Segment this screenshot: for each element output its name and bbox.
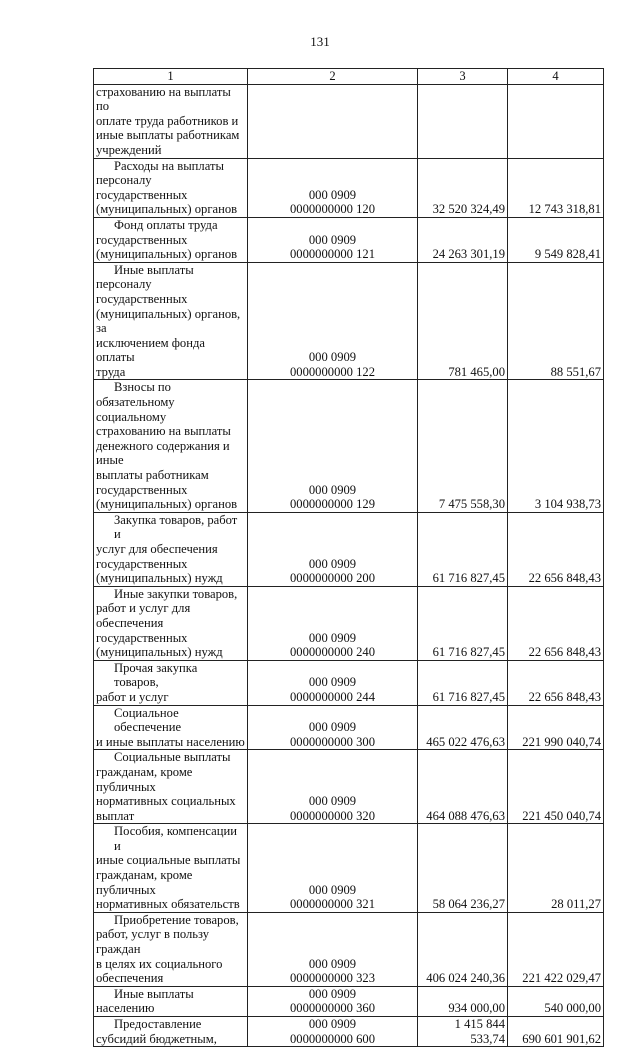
row-name-cell: [94, 1017, 248, 1047]
cell-line: государственных: [96, 232, 188, 247]
row-name-cell: [94, 217, 248, 262]
row-value-col3: [418, 705, 508, 750]
table-row: [94, 660, 604, 705]
row-code-cell: [248, 660, 418, 705]
row-value-col3: [418, 84, 508, 158]
cell-line: 934 000,00: [448, 1001, 505, 1016]
cell-line: 32 520 324,49: [432, 202, 505, 217]
cell-line: обязательному социальному: [96, 395, 175, 424]
row-value-col4: [508, 380, 604, 512]
cell-line: Расходы на выплаты: [114, 158, 224, 173]
cell-line: работ, услуг в пользу граждан: [96, 927, 210, 957]
cell-line: работ и услуг: [96, 689, 169, 704]
cell-line: 0000000000 600: [289, 1031, 375, 1046]
header-col-1: 1: [94, 69, 248, 85]
row-value-col4: [508, 660, 604, 705]
cell-line: 000 0909: [308, 956, 357, 971]
cell-line: 406 024 240,36: [426, 971, 505, 986]
cell-line: Иные выплаты: [114, 986, 194, 1001]
row-name-cell: [94, 705, 248, 750]
cell-line: 0000000000 360: [289, 1001, 375, 1016]
cell-line: 1 415 844: [454, 1017, 505, 1031]
cell-line: (муниципальных) органов: [96, 247, 238, 262]
cell-line: Закупка товаров, работ и: [114, 512, 238, 542]
cell-line: 22 656 848,43: [528, 689, 601, 704]
row-value-col3: [418, 824, 508, 913]
cell-line: оплате труда работников и: [96, 113, 239, 128]
header-col-4: 4: [508, 69, 604, 85]
cell-line: государственных: [96, 556, 188, 571]
row-value-col4: [508, 750, 604, 824]
row-name-cell: [94, 512, 248, 586]
row-name-cell: [94, 586, 248, 660]
row-value-col4: [508, 158, 604, 217]
cell-line: 000 0909: [308, 675, 357, 690]
row-name-cell: [94, 660, 248, 705]
table-row: [94, 986, 604, 1016]
cell-line: (муниципальных) органов, за: [96, 306, 241, 336]
row-value-col4: [508, 512, 604, 586]
cell-line: учреждений: [96, 142, 162, 157]
header-col-2: 2: [248, 69, 418, 85]
row-code-cell: [248, 586, 418, 660]
cell-line: 533,74: [470, 1031, 505, 1046]
cell-line: 22 656 848,43: [528, 645, 601, 660]
cell-line: 24 263 301,19: [432, 247, 505, 262]
cell-line: 0000000000 323: [289, 971, 375, 986]
row-name-cell: [94, 262, 248, 380]
row-value-col3: [418, 750, 508, 824]
row-value-col3: [418, 660, 508, 705]
cell-line: 0000000000 121: [289, 247, 375, 262]
row-value-col3: [418, 512, 508, 586]
row-name-cell: [94, 84, 248, 158]
cell-line: 7 475 558,30: [438, 497, 505, 512]
cell-line: 0000000000 320: [289, 808, 375, 823]
table-row: [94, 512, 604, 586]
page-number: 131: [310, 34, 330, 49]
row-value-col3: [418, 217, 508, 262]
cell-line: 000 0909: [308, 720, 357, 735]
table-row: [94, 912, 604, 986]
cell-line: (муниципальных) органов: [96, 497, 238, 512]
cell-line: 465 022 476,63: [426, 734, 505, 749]
cell-line: (муниципальных) органов: [96, 202, 238, 217]
cell-line: 3 104 938,73: [534, 497, 601, 512]
cell-line: 0000000000 129: [289, 497, 375, 512]
cell-line: 58 064 236,27: [432, 897, 505, 912]
cell-line: Приобретение товаров,: [114, 912, 239, 927]
cell-line: Пособия, компенсации и: [114, 824, 237, 853]
budget-table: [93, 68, 604, 1047]
cell-line: 9 549 828,41: [534, 247, 601, 262]
cell-line: 22 656 848,43: [528, 571, 601, 586]
cell-line: 000 0909: [308, 187, 357, 202]
cell-line: 000 0909: [308, 350, 357, 365]
cell-line: персоналу государственных: [96, 173, 188, 202]
cell-line: Иные выплаты: [114, 262, 194, 277]
table-row: [94, 158, 604, 217]
cell-line: 540 000,00: [544, 1001, 601, 1016]
cell-line: услуг для обеспечения: [96, 542, 218, 556]
cell-line: 781 465,00: [448, 364, 505, 379]
row-code-cell: [248, 824, 418, 913]
table-header-row: [94, 69, 604, 85]
row-code-cell: [248, 705, 418, 750]
cell-line: 12 743 318,81: [528, 202, 601, 217]
row-code-cell: [248, 750, 418, 824]
cell-line: Прочая закупка товаров,: [114, 660, 198, 690]
cell-line: субсидий бюджетным,: [96, 1031, 217, 1046]
cell-line: государственных: [96, 630, 188, 645]
cell-line: 0000000000 244: [289, 689, 375, 704]
cell-line: Иные закупки товаров,: [114, 586, 238, 601]
cell-line: выплат: [96, 808, 135, 823]
cell-line: Взносы по: [114, 380, 171, 395]
cell-line: 0000000000 200: [289, 571, 375, 586]
row-code-cell: [248, 158, 418, 217]
row-value-col3: [418, 586, 508, 660]
table-row: [94, 1017, 604, 1047]
row-value-col4: [508, 1017, 604, 1047]
cell-line: 28 011,27: [551, 897, 601, 912]
row-name-cell: [94, 912, 248, 986]
table-row: [94, 262, 604, 380]
cell-line: 61 716 827,45: [432, 689, 505, 704]
row-code-cell: [248, 986, 418, 1016]
header-col-3: 3: [418, 69, 508, 85]
row-value-col3: [418, 1017, 508, 1047]
cell-line: и иные выплаты населению: [96, 734, 245, 749]
table-row: [94, 705, 604, 750]
row-name-cell: [94, 380, 248, 512]
row-name-cell: [94, 824, 248, 913]
row-code-cell: [248, 512, 418, 586]
cell-line: персоналу государственных: [96, 277, 188, 306]
cell-line: (муниципальных) нужд: [96, 645, 223, 660]
cell-line: 464 088 476,63: [426, 808, 505, 823]
row-value-col4: [508, 824, 604, 913]
cell-line: гражданам, кроме публичных: [96, 868, 193, 897]
row-value-col4: [508, 912, 604, 986]
cell-line: 000 0909: [308, 482, 357, 497]
row-name-cell: [94, 750, 248, 824]
cell-line: страхованию на выплаты: [96, 424, 231, 439]
row-value-col3: [418, 158, 508, 217]
cell-line: выплаты работникам: [96, 468, 209, 483]
row-code-cell: [248, 912, 418, 986]
cell-line: 000 0909: [308, 1017, 357, 1031]
cell-line: иные социальные выплаты: [96, 853, 241, 868]
cell-line: 0000000000 300: [289, 734, 375, 749]
cell-line: (муниципальных) нужд: [96, 571, 223, 586]
row-code-cell: [248, 1017, 418, 1047]
row-value-col4: [508, 586, 604, 660]
table-row: [94, 750, 604, 824]
cell-line: Предоставление: [114, 1017, 202, 1031]
row-value-col4: [508, 262, 604, 380]
row-value-col3: [418, 262, 508, 380]
cell-line: 61 716 827,45: [432, 645, 505, 660]
cell-line: 000 0909: [308, 986, 357, 1001]
row-code-cell: [248, 84, 418, 158]
cell-line: 000 0909: [308, 232, 357, 247]
cell-line: 0000000000 122: [289, 364, 375, 379]
cell-line: 000 0909: [308, 630, 357, 645]
cell-line: работ и услуг для обеспечения: [96, 601, 191, 630]
table-row: [94, 824, 604, 913]
cell-line: гражданам, кроме публичных: [96, 764, 193, 794]
cell-line: Социальное обеспечение: [114, 705, 182, 735]
cell-line: денежного содержания и иные: [96, 438, 230, 468]
cell-line: 000 0909: [308, 794, 357, 809]
cell-line: государственных: [96, 482, 188, 497]
table-row: [94, 84, 604, 158]
cell-line: 000 0909: [308, 882, 357, 897]
cell-line: 690 601 901,62: [522, 1031, 601, 1046]
cell-line: 221 450 040,74: [522, 808, 601, 823]
cell-line: 000 0909: [308, 556, 357, 571]
row-value-col4: [508, 986, 604, 1016]
cell-line: 0000000000 240: [289, 645, 375, 660]
cell-line: нормативных социальных: [96, 794, 236, 809]
row-value-col3: [418, 380, 508, 512]
table-row: [94, 217, 604, 262]
cell-line: иные выплаты работникам: [96, 128, 240, 143]
row-code-cell: [248, 380, 418, 512]
cell-line: Социальные выплаты: [114, 750, 231, 765]
table-row: [94, 380, 604, 512]
cell-line: страхованию на выплаты по: [96, 84, 231, 114]
row-value-col4: [508, 217, 604, 262]
cell-line: обеспечения: [96, 971, 164, 986]
table-row: [94, 586, 604, 660]
row-value-col3: [418, 912, 508, 986]
cell-line: населению: [96, 1001, 155, 1016]
cell-line: 61 716 827,45: [432, 571, 505, 586]
cell-line: труда: [96, 364, 126, 379]
cell-line: 221 990 040,74: [522, 734, 601, 749]
row-value-col4: [508, 84, 604, 158]
row-value-col3: [418, 986, 508, 1016]
row-name-cell: [94, 158, 248, 217]
cell-line: нормативных обязательств: [96, 897, 240, 912]
cell-line: исключением фонда оплаты: [96, 335, 205, 365]
cell-line: 88 551,67: [550, 364, 601, 379]
row-code-cell: [248, 217, 418, 262]
row-value-col4: [508, 705, 604, 750]
cell-line: 221 422 029,47: [522, 971, 601, 986]
cell-line: 0000000000 321: [289, 897, 375, 912]
cell-line: в целях их социального: [96, 956, 223, 971]
cell-line: 0000000000 120: [289, 202, 375, 217]
cell-line: Фонд оплаты труда: [114, 217, 218, 232]
row-name-cell: [94, 986, 248, 1016]
row-code-cell: [248, 262, 418, 380]
